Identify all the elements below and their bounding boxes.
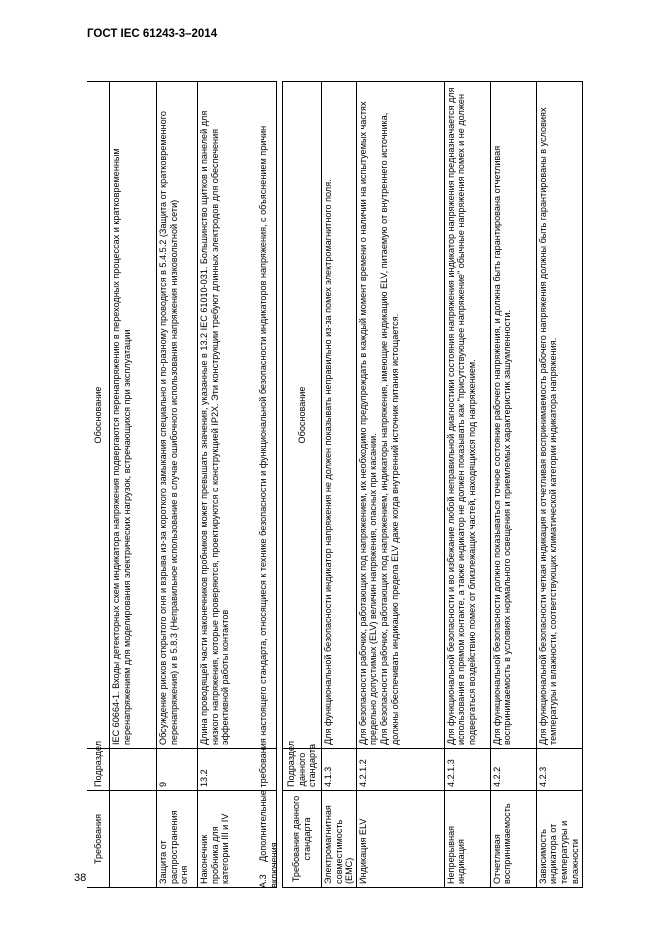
requirement-cell bbox=[110, 791, 157, 888]
requirement-cell: Наконечник пробника для категории III и IV bbox=[198, 791, 277, 888]
rationale-paragraph: Для функциональной безопасности должно показываться точное состояние рабочего напряжения, и должна быть гарантирована отчетливая воспринимаемость в условиях нормального освещения и приемлемых характеристик зашумленности. bbox=[491, 145, 513, 745]
section-title: Дополнительные требования настоящего стандарта, относящиеся к технике безопасности и функциональной безопасности индикаторов напряжения, с объяснением причин включения bbox=[258, 125, 279, 888]
column-header-rationale: Обоснование bbox=[283, 82, 322, 749]
requirement-cell: Отчетливая воспринимаемость bbox=[490, 791, 536, 888]
page-number: 38 bbox=[74, 872, 87, 884]
table-row bbox=[444, 82, 490, 888]
requirement-cell: Электромагнитная совместимость (EMC) bbox=[322, 791, 357, 888]
rationale-cell bbox=[444, 82, 490, 749]
rationale-cell bbox=[356, 82, 444, 749]
rationale-paragraph: Для безопасности рабочих, работающих под напряжением, индикаторы напряжения, имеющие индикацию ELV, питаемую от внутреннего источника, должны обеспечивать индикацию предела ELV даже когда внутренний источник питания истощается. bbox=[378, 112, 400, 745]
rationale-cell bbox=[322, 82, 357, 749]
rationale-cell bbox=[536, 82, 582, 749]
rationale-cell: Длина проводящей части наконечников пробников может превышать значения, указанные в 13.2 IEC 61010-031. Большинство щитков и панелей для низкого напряжения, которые проверяются, проектируются с конструкцией IP2X. Эти конструкции требуют длинных электродов для обеспечения эффективной работы контактов bbox=[198, 82, 277, 749]
column-header-subsection: Подраздел bbox=[87, 749, 110, 791]
column-header-requirements: Требования данного стандарта bbox=[283, 791, 322, 888]
section-number: A.3 bbox=[258, 874, 268, 888]
column-header-rationale: Обоснование bbox=[87, 82, 110, 749]
rationale-table-continued bbox=[87, 81, 277, 888]
table-row bbox=[110, 82, 157, 888]
subsection-cell: 4.1.3 bbox=[322, 749, 357, 791]
page-header: ГОСТ IEC 61243-3–2014 bbox=[87, 28, 218, 40]
table-row bbox=[356, 82, 444, 888]
subsection-cell: 4.2.1.3 bbox=[444, 749, 490, 791]
rationale-paragraph: Для функциональной безопасности четкая индикация и отчетливая воспринимаемость рабочего напряжения должны быть гарантированы в условиях температуры и влажности, соответствующих климатической категории индикатора напряжения. bbox=[537, 107, 559, 745]
rationale-paragraph: Для безопасности рабочих, работающих под напряжением, их необходимо предупреждать в каждый момент времени о наличии на испытуемых частях предельно допустимых (ELV) величин напряжения, опасных при касании. bbox=[357, 101, 379, 745]
table-row bbox=[490, 82, 536, 888]
requirement-cell: Зависимость индикатора от температуры и влажности bbox=[536, 791, 582, 888]
rationale-cell: Обсуждение рисков открытого огня и взрыва из-за короткого замыкания специально и по-разному проводится в 5.4.5.2 (Защита от кратковременного перенапряжения) и в 5.8.3 (Неправильное использование в случае ошибочного использования напряжения низковольтной сети) bbox=[157, 82, 198, 749]
section-caption bbox=[258, 82, 279, 888]
requirement-cell: Непрерывная индикация bbox=[444, 791, 490, 888]
subsection-cell: 4.2.3 bbox=[536, 749, 582, 791]
table-header-row bbox=[87, 82, 110, 888]
subsection-cell bbox=[110, 749, 157, 791]
subsection-cell: 4.2.2 bbox=[490, 749, 536, 791]
subsection-cell: 9 bbox=[157, 749, 198, 791]
rotated-content bbox=[87, 82, 580, 888]
rationale-paragraph: Для функциональной безопасности и во избежание любой неправильной диагностики состояния напряжения индикатор напряжения предназначается для использования в прямом контакте, а также индикатор не должен показывать как "присутствующее напряжение" обычные напряжения помех и не должен подвергаться воздействию помех от близлежащих частей, находящихся под напряжением. bbox=[445, 87, 477, 745]
table-header-row bbox=[283, 82, 322, 888]
table-row bbox=[157, 82, 198, 888]
rationale-cell bbox=[490, 82, 536, 749]
subsection-cell: 4.2.1.2 bbox=[356, 749, 444, 791]
requirement-cell: Индикация ELV bbox=[356, 791, 444, 888]
rationale-cell: IEC 60664-1. Входы детекторных схем индикатора напряжения подвергаются перенапряжению в переходных процессах и кратковременным перенапряжениям для моделирования электрических нагрузок, встречающихся при эксплуатации bbox=[110, 82, 157, 749]
requirement-cell: Защита от распространения огня bbox=[157, 791, 198, 888]
column-header-subsection: Подраздел данного стандарта bbox=[283, 749, 322, 791]
additional-requirements-table bbox=[282, 81, 583, 888]
column-header-requirements: Требования bbox=[87, 791, 110, 888]
table-row bbox=[322, 82, 357, 888]
table-row bbox=[536, 82, 582, 888]
rationale-paragraph: Для функциональной безопасности индикатор напряжения не должен показывать неправильно из-за помех электромагнитного поля. bbox=[323, 179, 333, 745]
subsection-cell: 13.2 bbox=[198, 749, 277, 791]
